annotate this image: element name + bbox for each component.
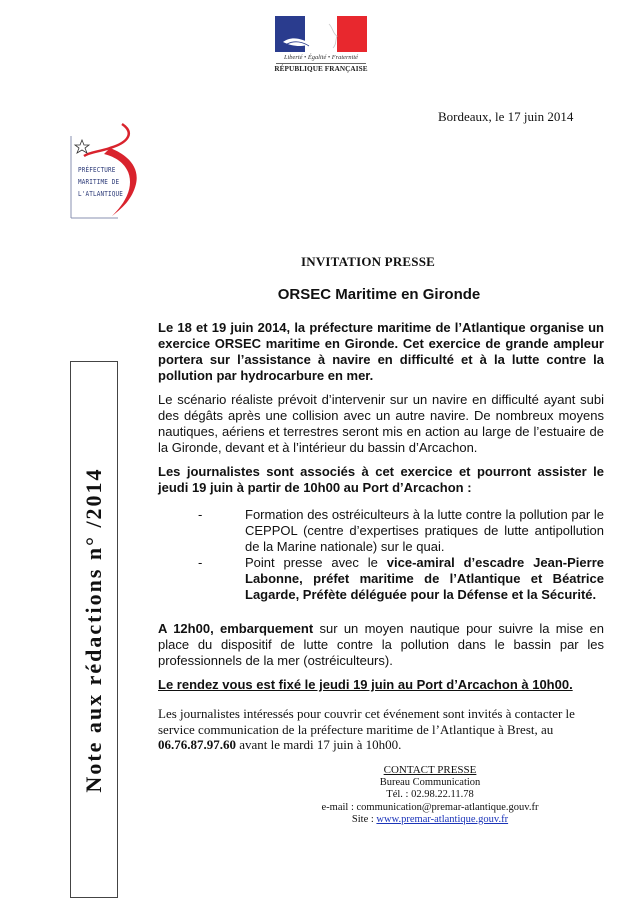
premar-line: L'ATLANTIQUE xyxy=(78,190,124,198)
logo-divider xyxy=(276,63,366,64)
journalists-paragraph: Les journalistes sont associés à cet exercice et pourront assister le jeudi 19 juin à partir de 10h00 au Port d’Arcachon : xyxy=(158,464,604,495)
contact-bureau: Bureau Communication xyxy=(379,776,481,788)
contact-instructions-paragraph xyxy=(158,706,604,753)
rendezvous-paragraph: Le rendez vous est fixé le jeudi 19 juin au Port d’Arcachon à 10h00. xyxy=(158,677,573,692)
intro-paragraph: Le 18 et 19 juin 2014, la préfecture maritime de l’Atlantique organise un exercice ORSEC maritime en Gironde. Cet exercice de grande ampleur portera sur l’assistance à navire en difficulté et à la lutte contre la pollution par hydrocarbure en mer. xyxy=(158,320,604,383)
contact-email-line xyxy=(300,802,560,815)
premar-line: MARITIME DE xyxy=(78,178,120,186)
email-label: e-mail : xyxy=(321,801,357,813)
bullet-dash: - xyxy=(198,507,203,522)
premar-line: PRÉFECTURE xyxy=(78,166,116,174)
contact-email[interactable]: communication@premar-atlantique.gouv.fr xyxy=(356,801,539,813)
marianne-flag-icon xyxy=(275,16,367,52)
republic-motto: Liberté • Égalité • Fraternité xyxy=(283,54,359,61)
prefecture-maritime-logo xyxy=(70,122,146,222)
contact-deadline-text: avant le mardi 17 juin à 10h00. xyxy=(236,737,402,752)
bullet-text-plain: Point presse avec le xyxy=(245,555,387,570)
republic-name: RÉPUBLIQUE FRANÇAISE xyxy=(274,65,368,73)
editorial-note-label: Note aux rédactions n° /2014 xyxy=(81,466,106,793)
embarkation-bold: A 12h00, embarquement xyxy=(158,621,314,636)
document-title: ORSEC Maritime en Gironde xyxy=(277,286,481,303)
contact-site-line xyxy=(300,814,560,827)
premar-logo-text xyxy=(78,164,123,200)
contact-instructions-text: Les journalistes intéressés pour couvrir cet événement sont invités à contacter le service communication de la préfecture maritime de l’Atlantique à Brest, au xyxy=(158,706,575,737)
bullet-text xyxy=(245,555,604,603)
contact-tel: Tél. : 02.98.22.11.78 xyxy=(386,789,474,800)
bullet-dash: - xyxy=(198,555,203,570)
contact-phone: 06.76.87.97.60 xyxy=(158,737,236,752)
site-label: Site : xyxy=(351,814,377,825)
date-line: Bordeaux, le 17 juin 2014 xyxy=(438,109,574,124)
editorial-note-box xyxy=(70,361,118,898)
republique-francaise-logo xyxy=(274,16,368,78)
site-link[interactable]: www.premar-atlantique.gouv.fr xyxy=(376,814,509,825)
document-type-heading: INVITATION PRESSE xyxy=(300,254,436,269)
embarkation-paragraph xyxy=(158,621,604,669)
contact-title: CONTACT PRESSE xyxy=(383,764,477,776)
bullet-text: Formation des ostréiculteurs à la lutte contre la pollution par le CEPPOL (centre d’expertises pratiques de lutte antipollution de la Marine nationale) sur le quai. xyxy=(245,507,604,554)
embarkation-text: sur un moyen nautique pour suivre la mise en place du dispositif de lutte contre la pollution dans le bassin par les professionnels de la mer (ostréiculteurs). xyxy=(158,621,604,668)
scenario-paragraph: Le scénario réaliste prévoit d’intervenir sur un navire en difficulté ayant subi des dégâts après une collision avec un autre navire. De nombreux moyens nautiques, aériens et terrestres seront mis en action au large de l’estuaire de la Gironde, devant et à l’intérieur du bassin d’Arcachon. xyxy=(158,392,604,455)
contact-block xyxy=(300,764,560,827)
bullet-text-bold: vice-amiral d’escadre Jean-Pierre Labonne, préfet maritime de l’Atlantique et Béatrice Lagarde, Préfète déléguée pour la Défense et la Sécurité. xyxy=(245,555,604,602)
